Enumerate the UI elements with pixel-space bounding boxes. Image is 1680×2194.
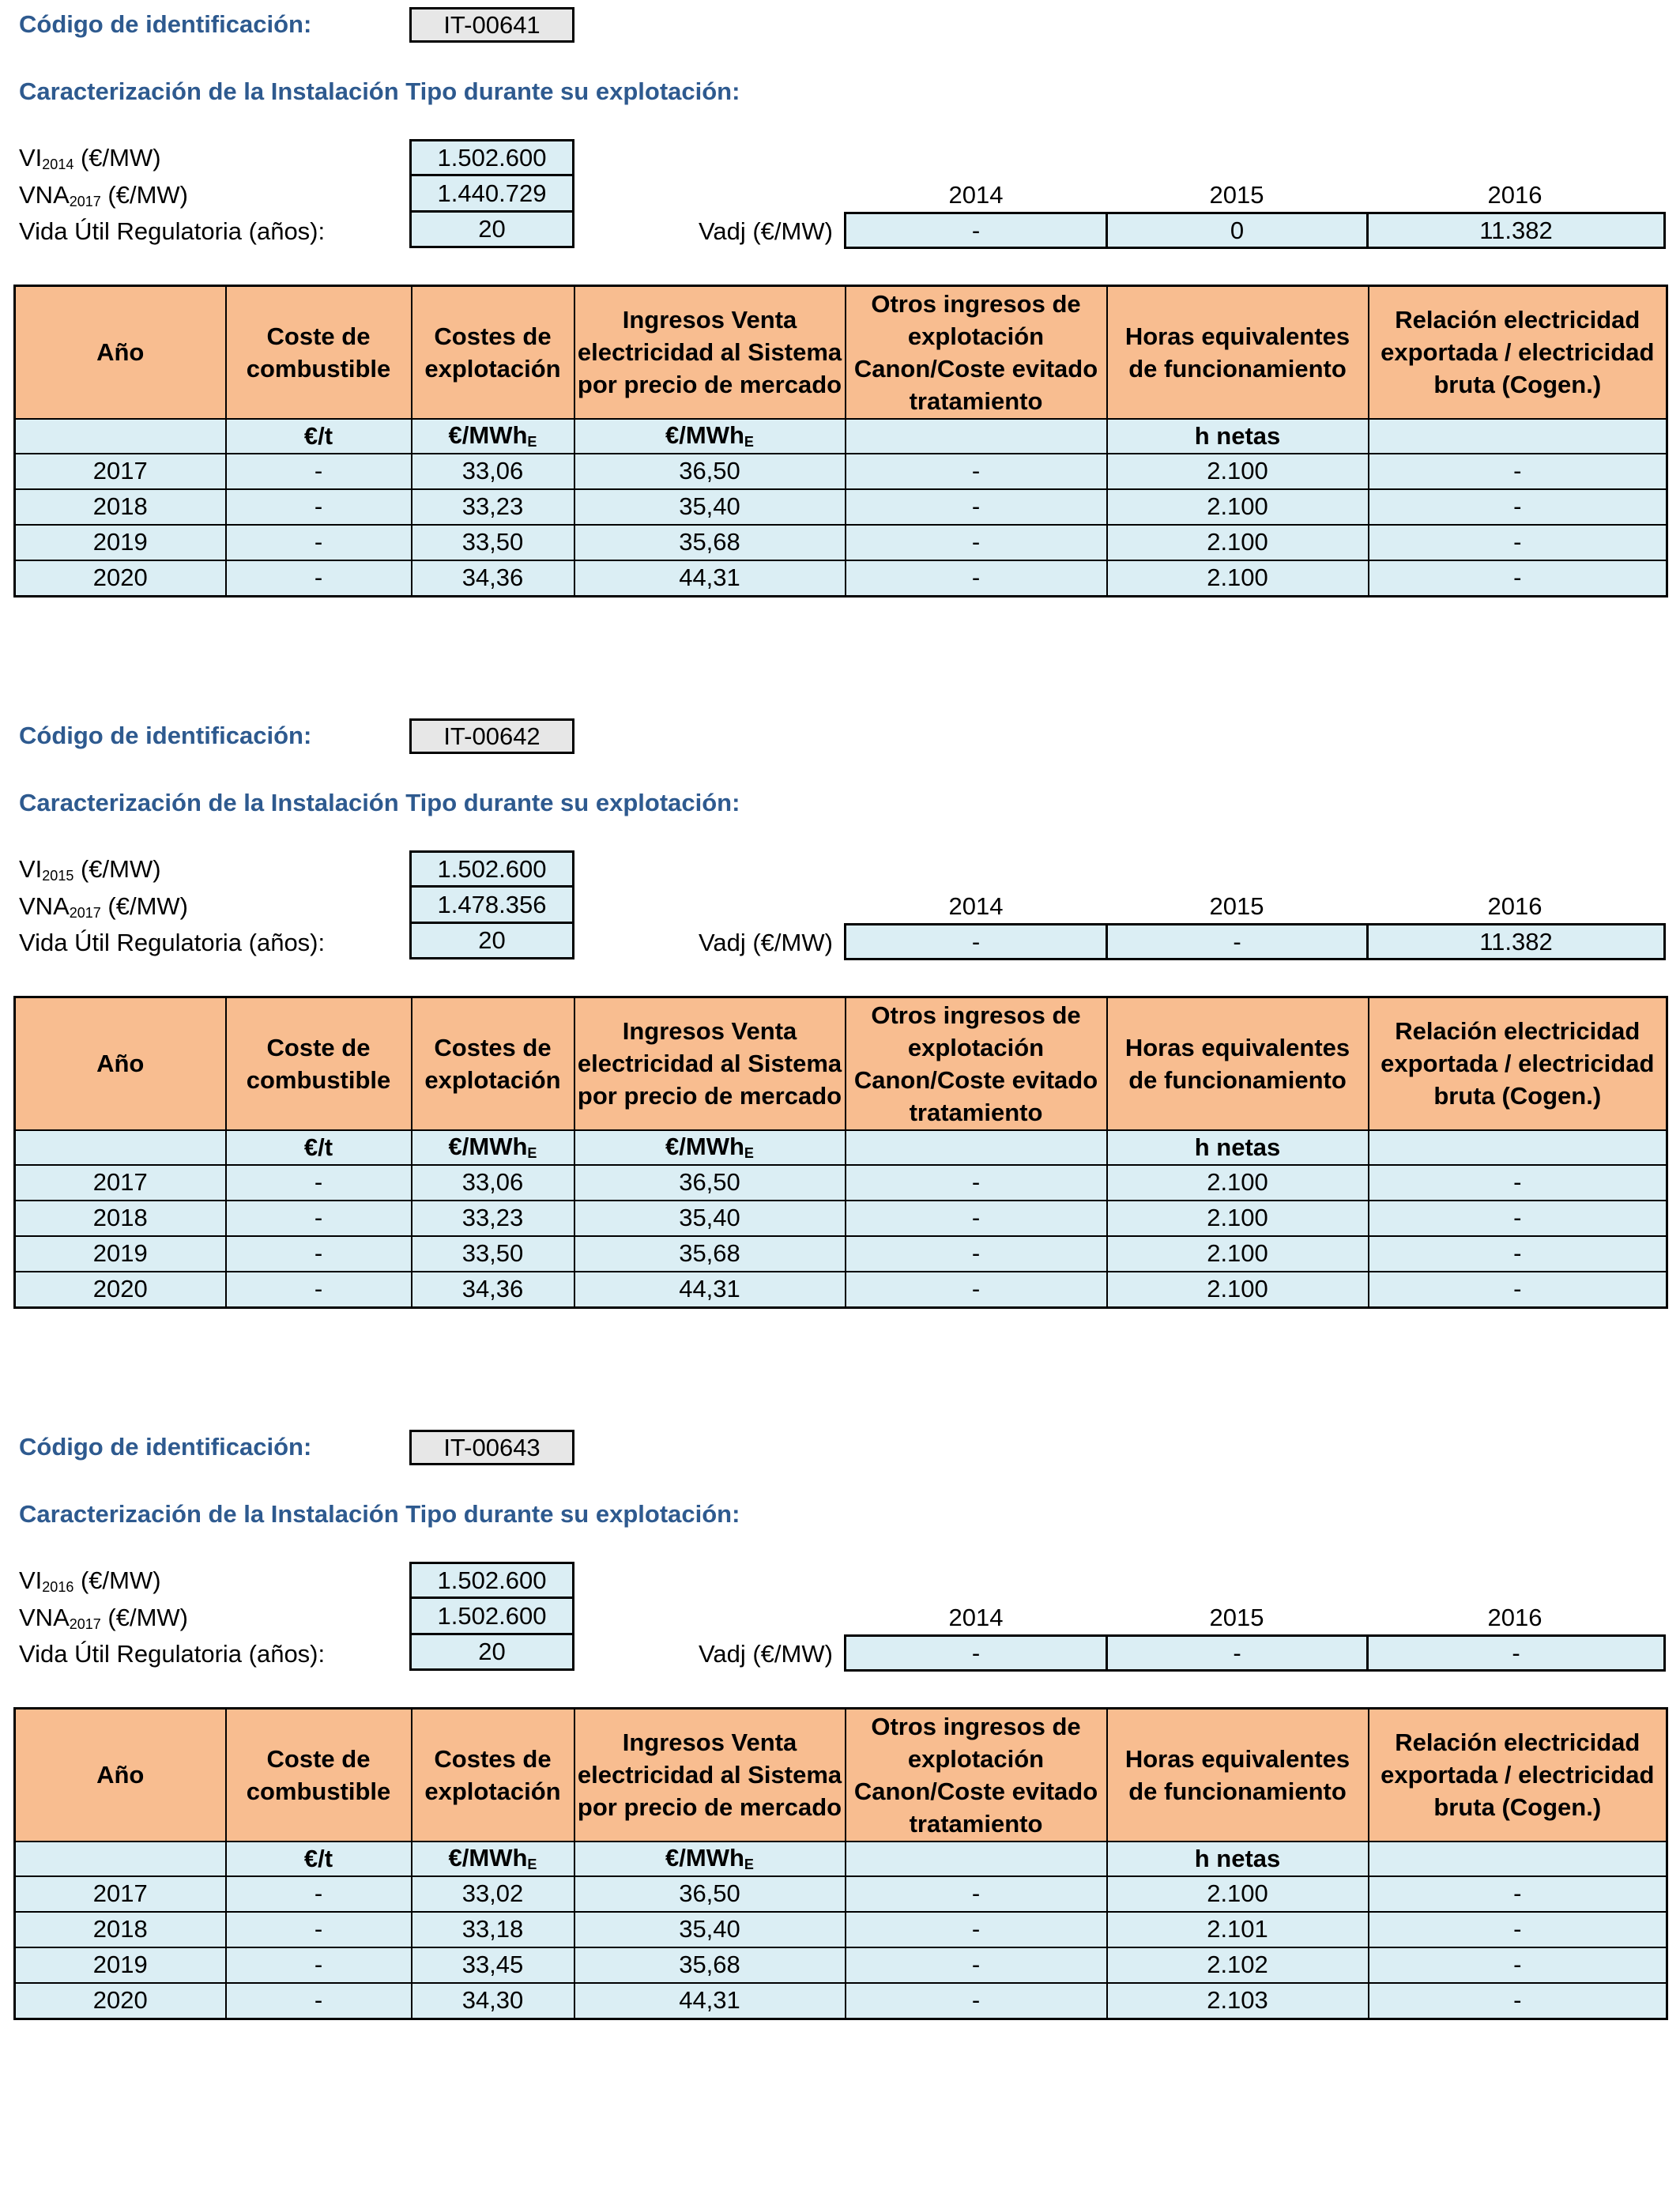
unit-market-income: €/MWh$_E$ xyxy=(574,419,846,454)
vadj-year-2016: 2016 xyxy=(1487,181,1543,209)
table-row xyxy=(15,560,1667,597)
unit-equivalent-hours: h netas xyxy=(1107,1842,1369,1876)
col-header-other-income: Otros ingresos de explotación Canon/Coste evitado tratamiento xyxy=(846,1709,1107,1842)
cell-equivalent-hours: 2.100 xyxy=(1107,560,1369,597)
col-header-electricity-ratio: Relación electricidad exportada / electricidad bruta (Cogen.) xyxy=(1369,1709,1667,1842)
table-row xyxy=(15,1983,1667,2019)
cell-year: 2018 xyxy=(15,1201,226,1236)
cell-market-income: 35,68 xyxy=(574,1236,846,1272)
col-header-market-income: Ingresos Venta electricidad al Sistema por precio de mercado xyxy=(574,997,846,1130)
col-header-other-income: Otros ingresos de explotación Canon/Coste evitado tratamiento xyxy=(846,286,1107,419)
cell-equivalent-hours: 2.101 xyxy=(1107,1912,1369,1947)
installation-block xyxy=(0,711,1680,1423)
cell-electricity-ratio: - xyxy=(1369,1876,1667,1912)
cell-electricity-ratio: - xyxy=(1369,1165,1667,1201)
cell-electricity-ratio: - xyxy=(1369,1236,1667,1272)
unit-other-income xyxy=(846,419,1107,454)
code-label: Código de identificación: xyxy=(19,10,312,38)
cell-fuel-cost: - xyxy=(226,560,412,597)
vi-label: $VI_{2014}$ (€/MW) xyxy=(19,144,161,172)
section-title: Caracterización de la Instalación Tipo durante su explotación: xyxy=(19,77,740,105)
cell-other-income: - xyxy=(846,1201,1107,1236)
table-row xyxy=(15,1236,1667,1272)
vida-util-label: Vida Útil Regulatoria (años): xyxy=(19,217,326,245)
cell-other-income: - xyxy=(846,1983,1107,2019)
vida-util-label: Vida Útil Regulatoria (años): xyxy=(19,929,326,956)
unit-year xyxy=(15,1130,226,1165)
col-header-equivalent-hours: Horas equivalentes de funcionamiento xyxy=(1107,997,1369,1130)
cell-operating-cost: 34,36 xyxy=(412,560,574,597)
cell-operating-cost: 33,23 xyxy=(412,1201,574,1236)
cell-operating-cost: 33,50 xyxy=(412,525,574,560)
cell-other-income: - xyxy=(846,1947,1107,1983)
operation-table xyxy=(13,285,1668,598)
cell-electricity-ratio: - xyxy=(1369,1272,1667,1308)
cell-other-income: - xyxy=(846,1165,1107,1201)
vadj-2016-value: 11.382 xyxy=(1366,923,1666,960)
identification-code: IT-00641 xyxy=(409,7,574,43)
unit-operating-cost: €/MWh$_E$ xyxy=(412,1130,574,1165)
col-header-market-income: Ingresos Venta electricidad al Sistema por precio de mercado xyxy=(574,1709,846,1842)
vi-label: $VI_{2015}$ (€/MW) xyxy=(19,855,161,884)
cell-market-income: 36,50 xyxy=(574,454,846,489)
installation-block xyxy=(0,0,1680,711)
col-header-equivalent-hours: Horas equivalentes de funcionamiento xyxy=(1107,286,1369,419)
cell-year: 2020 xyxy=(15,1272,226,1308)
cell-operating-cost: 34,36 xyxy=(412,1272,574,1308)
col-header-year: Año xyxy=(15,286,226,419)
col-header-other-income: Otros ingresos de explotación Canon/Coste evitado tratamiento xyxy=(846,997,1107,1130)
cell-operating-cost: 33,06 xyxy=(412,454,574,489)
vadj-label: Vadj (€/MW) xyxy=(699,217,833,245)
col-header-electricity-ratio: Relación electricidad exportada / electricidad bruta (Cogen.) xyxy=(1369,286,1667,419)
unit-fuel-cost: €/t xyxy=(226,1842,412,1876)
unit-other-income xyxy=(846,1842,1107,1876)
unit-market-income: €/MWh$_E$ xyxy=(574,1130,846,1165)
vadj-year-2016: 2016 xyxy=(1487,892,1543,920)
unit-electricity-ratio xyxy=(1369,1130,1667,1165)
table-row xyxy=(15,489,1667,525)
cell-year: 2019 xyxy=(15,1236,226,1272)
table-header-row xyxy=(15,286,1667,419)
vida-util-value: 20 xyxy=(409,1633,574,1671)
table-row xyxy=(15,525,1667,560)
cell-electricity-ratio: - xyxy=(1369,489,1667,525)
cell-year: 2020 xyxy=(15,560,226,597)
cell-operating-cost: 33,06 xyxy=(412,1165,574,1201)
cell-electricity-ratio: - xyxy=(1369,1983,1667,2019)
code-label: Código de identificación: xyxy=(19,722,312,749)
cell-market-income: 35,68 xyxy=(574,1947,846,1983)
unit-fuel-cost: €/t xyxy=(226,419,412,454)
vadj-label: Vadj (€/MW) xyxy=(699,929,833,956)
units-row xyxy=(15,1842,1667,1876)
cell-electricity-ratio: - xyxy=(1369,1201,1667,1236)
installation-block xyxy=(0,1423,1680,2134)
unit-other-income xyxy=(846,1130,1107,1165)
vadj-2015-value: 0 xyxy=(1106,212,1369,249)
unit-operating-cost: €/MWh$_E$ xyxy=(412,419,574,454)
cell-year: 2017 xyxy=(15,1876,226,1912)
vi-value: 1.502.600 xyxy=(409,139,574,176)
vna-label: $VNA_{2017}$ (€/MW) xyxy=(19,181,188,209)
operation-table xyxy=(13,996,1668,1309)
cell-equivalent-hours: 2.102 xyxy=(1107,1947,1369,1983)
cell-market-income: 35,40 xyxy=(574,1201,846,1236)
cell-other-income: - xyxy=(846,560,1107,597)
col-header-market-income: Ingresos Venta electricidad al Sistema por precio de mercado xyxy=(574,286,846,419)
cell-year: 2019 xyxy=(15,525,226,560)
vadj-2015-value: - xyxy=(1106,923,1369,960)
vna-value: 1.478.356 xyxy=(409,885,574,924)
col-header-operating-cost: Costes de explotación xyxy=(412,1709,574,1842)
operation-table xyxy=(13,1707,1668,2020)
vadj-2014-value: - xyxy=(844,212,1108,249)
vadj-2016-value: - xyxy=(1366,1634,1666,1672)
table-header-row xyxy=(15,997,1667,1130)
col-header-operating-cost: Costes de explotación xyxy=(412,997,574,1130)
vida-util-value: 20 xyxy=(409,922,574,959)
vadj-year-2014: 2014 xyxy=(948,1604,1004,1631)
cell-operating-cost: 33,50 xyxy=(412,1236,574,1272)
col-header-fuel-cost: Coste de combustible xyxy=(226,1709,412,1842)
cell-fuel-cost: - xyxy=(226,489,412,525)
section-title: Caracterización de la Instalación Tipo durante su explotación: xyxy=(19,1500,740,1528)
cell-fuel-cost: - xyxy=(226,1236,412,1272)
col-header-electricity-ratio: Relación electricidad exportada / electricidad bruta (Cogen.) xyxy=(1369,997,1667,1130)
table-row xyxy=(15,1201,1667,1236)
cell-other-income: - xyxy=(846,1876,1107,1912)
cell-market-income: 44,31 xyxy=(574,560,846,597)
cell-fuel-cost: - xyxy=(226,1165,412,1201)
col-header-fuel-cost: Coste de combustible xyxy=(226,286,412,419)
cell-equivalent-hours: 2.100 xyxy=(1107,1876,1369,1912)
cell-market-income: 36,50 xyxy=(574,1165,846,1201)
unit-electricity-ratio xyxy=(1369,419,1667,454)
identification-code: IT-00643 xyxy=(409,1430,574,1465)
cell-market-income: 35,68 xyxy=(574,525,846,560)
table-row xyxy=(15,1165,1667,1201)
vadj-2016-value: 11.382 xyxy=(1366,212,1666,249)
cell-market-income: 35,40 xyxy=(574,1912,846,1947)
unit-operating-cost: €/MWh$_E$ xyxy=(412,1842,574,1876)
unit-year xyxy=(15,1842,226,1876)
units-row xyxy=(15,1130,1667,1165)
cell-equivalent-hours: 2.100 xyxy=(1107,454,1369,489)
vna-value: 1.502.600 xyxy=(409,1596,574,1635)
cell-other-income: - xyxy=(846,454,1107,489)
col-header-operating-cost: Costes de explotación xyxy=(412,286,574,419)
cell-fuel-cost: - xyxy=(226,454,412,489)
cell-electricity-ratio: - xyxy=(1369,1912,1667,1947)
identification-code: IT-00642 xyxy=(409,718,574,754)
cell-equivalent-hours: 2.100 xyxy=(1107,1272,1369,1308)
cell-electricity-ratio: - xyxy=(1369,560,1667,597)
table-row xyxy=(15,1272,1667,1308)
cell-operating-cost: 33,45 xyxy=(412,1947,574,1983)
units-row xyxy=(15,419,1667,454)
cell-fuel-cost: - xyxy=(226,1876,412,1912)
cell-equivalent-hours: 2.100 xyxy=(1107,1236,1369,1272)
col-header-year: Año xyxy=(15,997,226,1130)
vadj-year-2016: 2016 xyxy=(1487,1604,1543,1631)
unit-equivalent-hours: h netas xyxy=(1107,1130,1369,1165)
vida-util-label: Vida Útil Regulatoria (años): xyxy=(19,1640,326,1668)
col-header-fuel-cost: Coste de combustible xyxy=(226,997,412,1130)
cell-operating-cost: 33,18 xyxy=(412,1912,574,1947)
vida-util-value: 20 xyxy=(409,210,574,248)
section-title: Caracterización de la Instalación Tipo durante su explotación: xyxy=(19,789,740,816)
cell-year: 2020 xyxy=(15,1983,226,2019)
vadj-label: Vadj (€/MW) xyxy=(699,1640,833,1668)
cell-year: 2017 xyxy=(15,1165,226,1201)
cell-equivalent-hours: 2.100 xyxy=(1107,525,1369,560)
vi-value: 1.502.600 xyxy=(409,1562,574,1599)
cell-equivalent-hours: 2.103 xyxy=(1107,1983,1369,2019)
vna-label: $VNA_{2017}$ (€/MW) xyxy=(19,892,188,921)
vadj-year-2015: 2015 xyxy=(1209,892,1264,920)
cell-market-income: 44,31 xyxy=(574,1983,846,2019)
cell-fuel-cost: - xyxy=(226,1947,412,1983)
cell-operating-cost: 33,23 xyxy=(412,489,574,525)
cell-market-income: 44,31 xyxy=(574,1272,846,1308)
cell-other-income: - xyxy=(846,1912,1107,1947)
vadj-year-2015: 2015 xyxy=(1209,1604,1264,1631)
cell-fuel-cost: - xyxy=(226,1201,412,1236)
table-row xyxy=(15,454,1667,489)
vadj-year-2014: 2014 xyxy=(948,181,1004,209)
cell-other-income: - xyxy=(846,489,1107,525)
cell-fuel-cost: - xyxy=(226,1983,412,2019)
code-label: Código de identificación: xyxy=(19,1433,312,1461)
cell-other-income: - xyxy=(846,1272,1107,1308)
cell-fuel-cost: - xyxy=(226,1912,412,1947)
cell-year: 2018 xyxy=(15,1912,226,1947)
cell-market-income: 35,40 xyxy=(574,489,846,525)
vadj-2015-value: - xyxy=(1106,1634,1369,1672)
cell-fuel-cost: - xyxy=(226,525,412,560)
table-header-row xyxy=(15,1709,1667,1842)
cell-other-income: - xyxy=(846,525,1107,560)
vi-value: 1.502.600 xyxy=(409,850,574,888)
cell-year: 2018 xyxy=(15,489,226,525)
cell-equivalent-hours: 2.100 xyxy=(1107,1201,1369,1236)
cell-fuel-cost: - xyxy=(226,1272,412,1308)
vna-label: $VNA_{2017}$ (€/MW) xyxy=(19,1604,188,1632)
vadj-year-2015: 2015 xyxy=(1209,181,1264,209)
vadj-year-2014: 2014 xyxy=(948,892,1004,920)
cell-year: 2019 xyxy=(15,1947,226,1983)
unit-market-income: €/MWh$_E$ xyxy=(574,1842,846,1876)
cell-electricity-ratio: - xyxy=(1369,1947,1667,1983)
cell-electricity-ratio: - xyxy=(1369,525,1667,560)
cell-electricity-ratio: - xyxy=(1369,454,1667,489)
cell-market-income: 36,50 xyxy=(574,1876,846,1912)
cell-other-income: - xyxy=(846,1236,1107,1272)
vadj-2014-value: - xyxy=(844,923,1108,960)
unit-fuel-cost: €/t xyxy=(226,1130,412,1165)
col-header-equivalent-hours: Horas equivalentes de funcionamiento xyxy=(1107,1709,1369,1842)
unit-year xyxy=(15,419,226,454)
col-header-year: Año xyxy=(15,1709,226,1842)
cell-operating-cost: 33,02 xyxy=(412,1876,574,1912)
cell-year: 2017 xyxy=(15,454,226,489)
unit-electricity-ratio xyxy=(1369,1842,1667,1876)
unit-equivalent-hours: h netas xyxy=(1107,419,1369,454)
table-row xyxy=(15,1947,1667,1983)
cell-operating-cost: 34,30 xyxy=(412,1983,574,2019)
table-row xyxy=(15,1912,1667,1947)
cell-equivalent-hours: 2.100 xyxy=(1107,1165,1369,1201)
cell-equivalent-hours: 2.100 xyxy=(1107,489,1369,525)
vi-label: $VI_{2016}$ (€/MW) xyxy=(19,1566,161,1595)
vadj-2014-value: - xyxy=(844,1634,1108,1672)
vna-value: 1.440.729 xyxy=(409,174,574,213)
table-row xyxy=(15,1876,1667,1912)
